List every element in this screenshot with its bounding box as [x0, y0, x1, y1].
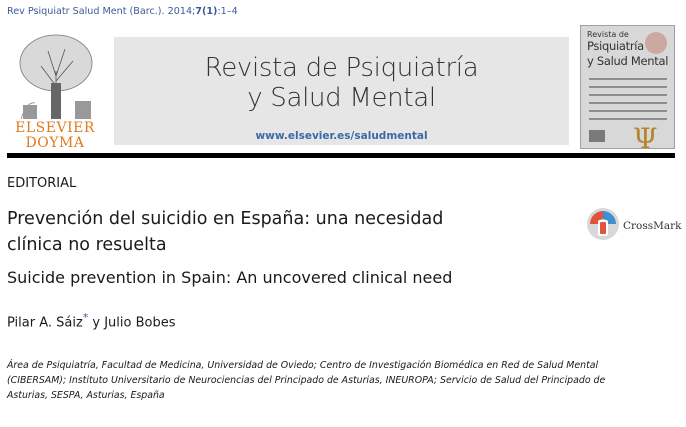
- journal-title-line2: y Salud Mental: [247, 83, 436, 113]
- publisher-logo: [7, 25, 107, 151]
- corresponding-author-marker[interactable]: *: [82, 311, 89, 324]
- tree-logo-icon: [13, 31, 99, 121]
- cover-contents-lines: [589, 78, 667, 126]
- author-saiz[interactable]: Pilar A. Sáiz: [7, 315, 83, 331]
- psi-symbol-icon: Ψ: [633, 122, 658, 149]
- crossmark-label: CrossMark: [623, 220, 682, 232]
- author-affiliations: [7, 358, 679, 403]
- cover-title-line1: Revista de: [587, 30, 629, 39]
- journal-cover-thumbnail: [580, 25, 675, 149]
- journal-banner: [114, 37, 569, 145]
- crossmark-button[interactable]: [586, 207, 682, 243]
- affiliation-line1: Área de Psiquiatría, Facultad de Medicina, Universidad de Oviedo; Centro de Investigación Biomédica en Red de Salud Mental: [7, 360, 599, 371]
- author-separator: y: [88, 315, 105, 331]
- crossmark-icon: [586, 207, 620, 241]
- publisher-name-line1: ELSEVIER: [15, 120, 95, 136]
- journal-title-line1: Revista de Psiquiatría: [204, 53, 479, 83]
- author-list: [7, 311, 175, 330]
- journal-citation: [7, 6, 238, 17]
- cover-title-line2: Psiquiatría: [587, 39, 644, 53]
- citation-issue: (1): [201, 6, 218, 17]
- citation-prefix: Rev Psiquiatr Salud Ment (Barc.). 2014;: [7, 6, 196, 17]
- article-title-line2: clínica no resuelta: [7, 235, 167, 255]
- section-label: EDITORIAL: [7, 176, 77, 191]
- article-title-line1: Prevención del suicidio en España: una necesidad: [7, 209, 444, 229]
- citation-pages: :1–4: [217, 6, 238, 17]
- cover-publisher-icon: [589, 130, 605, 142]
- cover-title-line3: y Salud Mental: [587, 54, 669, 68]
- cover-seal-icon: [645, 32, 667, 54]
- author-bobes[interactable]: Julio Bobes: [104, 315, 176, 331]
- journal-url-link[interactable]: www.elsevier.es/saludmental: [255, 130, 428, 142]
- citation-volume: 7: [195, 6, 202, 17]
- affiliation-line3: Asturias, SESPA, Asturias, España: [7, 390, 165, 401]
- article-subtitle: Suicide prevention in Spain: An uncovered clinical need: [7, 268, 453, 287]
- journal-masthead: [7, 25, 675, 153]
- article-title: [7, 206, 547, 258]
- affiliation-line2: (CIBERSAM); Instituto Universitario de Neurociencias del Principado de Asturias, INEUROPA; Servicio de Salud del Principado de: [7, 375, 606, 386]
- header-divider: [7, 153, 675, 158]
- publisher-name-line2: DOYMA: [25, 135, 85, 151]
